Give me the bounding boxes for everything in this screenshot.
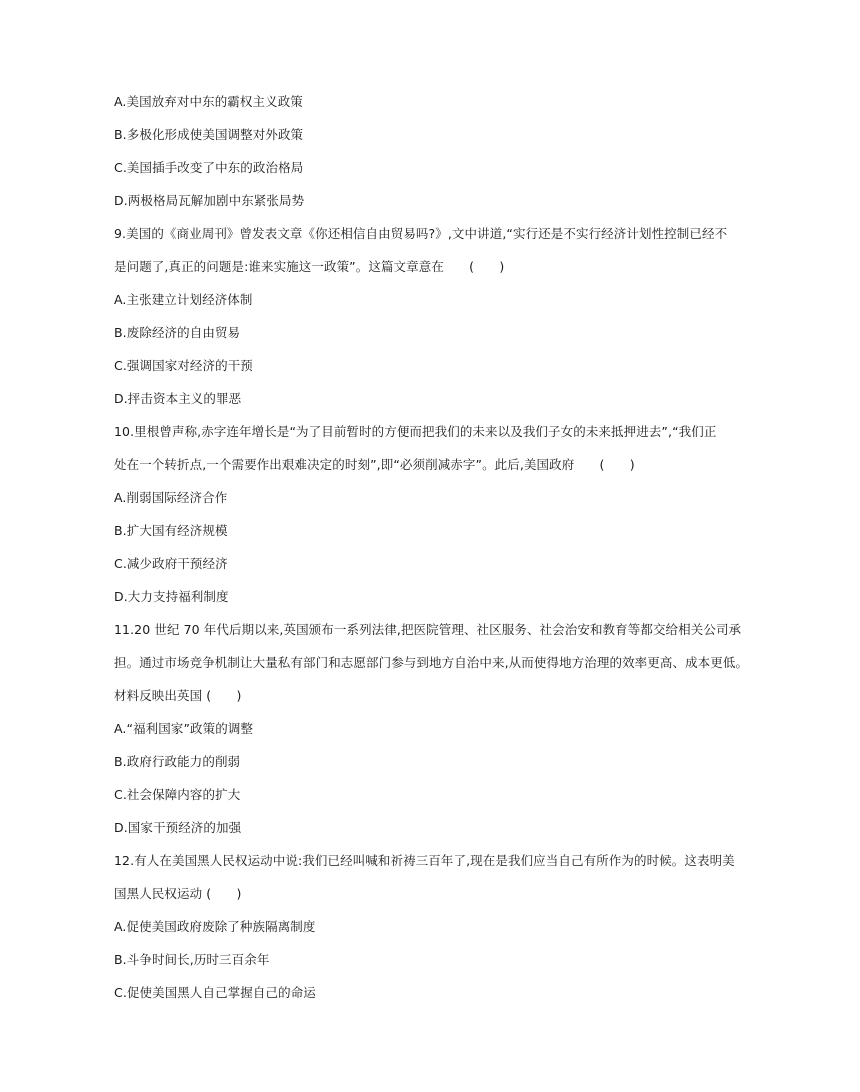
option-c-q9: C.强调国家对经济的干预 <box>114 358 253 373</box>
option-a-q10: A.削弱国际经济合作 <box>114 490 228 505</box>
question-text-block <box>114 92 754 1016</box>
question-9-stem-line-1: 9.美国的《商业周刊》曾发表文章《你还相信自由贸易吗?》,文中讲道,“实行还是不实行经济计划性控制已经不 <box>114 226 728 241</box>
option-c-q10: C.减少政府干预经济 <box>114 556 228 571</box>
option-a-q12: A.促使美国政府废除了种族隔离制度 <box>114 919 316 934</box>
question-12-stem-line-1: 12.有人在美国黑人民权运动中说:我们已经叫喊和祈祷三百年了,现在是我们应当自己有所作为的时候。这表明美 <box>114 853 735 868</box>
option-b-q8: B.多极化形成使美国调整对外政策 <box>114 127 304 142</box>
question-10-stem-line-2: 处在一个转折点,一个需要作出艰难决定的时刻”,即“必须削减赤字”。此后,美国政府 ( ) <box>114 457 635 472</box>
question-11-stem-line-3: 材料反映出英国 ( ) <box>114 688 242 703</box>
option-d-q10: D.大力支持福利制度 <box>114 589 229 604</box>
option-b-q10: B.扩大国有经济规模 <box>114 523 228 538</box>
option-b-q9: B.废除经济的自由贸易 <box>114 325 241 340</box>
option-b-q11: B.政府行政能力的削弱 <box>114 754 241 769</box>
question-11-stem-line-1: 11.20 世纪 70 年代后期以来,英国颁布一系列法律,把医院管理、社区服务、社会治安和教育等都交给相关公司承 <box>114 622 742 637</box>
option-d-q9: D.抨击资本主义的罪恶 <box>114 391 242 406</box>
question-11-stem-line-2: 担。通过市场竞争机制让大量私有部门和志愿部门参与到地方自治中来,从而使得地方治理的效率更高、成本更低。 <box>114 655 749 670</box>
option-d-q11: D.国家干预经济的加强 <box>114 820 242 835</box>
option-b-q12: B.斗争时间长,历时三百余年 <box>114 952 270 967</box>
question-9-stem-line-2: 是问题了,真正的问题是:谁来实施这一政策”。这篇文章意在 ( ) <box>114 259 505 274</box>
question-12-stem-line-2: 国黑人民权运动 ( ) <box>114 886 242 901</box>
option-c-q8: C.美国插手改变了中东的政治格局 <box>114 160 304 175</box>
option-a-q9: A.主张建立计划经济体制 <box>114 292 253 307</box>
option-c-q11: C.社会保障内容的扩大 <box>114 787 241 802</box>
option-a-q11: A.“福利国家”政策的调整 <box>114 721 254 736</box>
option-a-q8: A.美国放弃对中东的霸权主义政策 <box>114 94 303 109</box>
option-c-q12: C.促使美国黑人自己掌握自己的命运 <box>114 985 316 1000</box>
question-10-stem-line-1: 10.里根曾声称,赤字连年增长是“为了目前暂时的方便而把我们的未来以及我们子女的未来抵押进去”,“我们正 <box>114 424 717 439</box>
option-d-q8: D.两极格局瓦解加剧中东紧张局势 <box>114 193 305 208</box>
